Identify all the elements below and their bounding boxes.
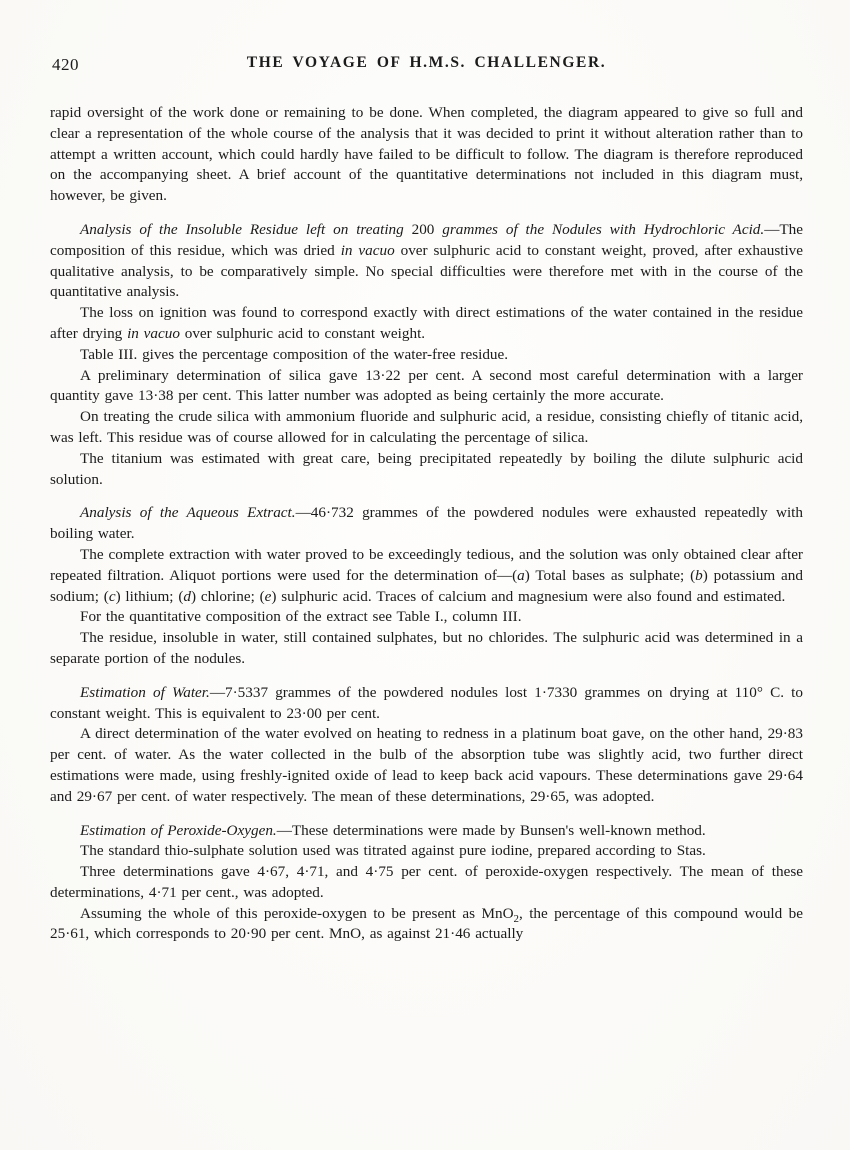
paragraph bbox=[50, 724, 803, 807]
body-text: Assuming the whole of this peroxide-oxygen to be present as MnO bbox=[80, 904, 514, 922]
italic-text: in vacuo bbox=[127, 324, 180, 342]
body-text: Table III. gives the percentage composition of the water-free residue. bbox=[80, 345, 509, 363]
section-paragraph bbox=[50, 821, 803, 842]
body-text: The standard thio-sulphate solution used was titrated against pure iodine, prepared according to Stas. bbox=[80, 842, 706, 860]
section-paragraph bbox=[50, 220, 803, 303]
body-text: —7·5337 grammes of the powdered nodules lost 1·7330 grammes on drying at 110° C. to constant weight. This is equivalent to 23·00 per cent. bbox=[50, 683, 803, 722]
running-title: THE VOYAGE OF H.M.S. CHALLENGER. bbox=[246, 54, 607, 71]
paragraph bbox=[50, 607, 803, 628]
italic-text: in vacuo bbox=[340, 241, 395, 259]
paragraph bbox=[50, 303, 803, 345]
body-text: A preliminary determination of silica gave 13·22 per cent. A second most careful determination with a larger quantity gave 13·38 per cent. This latter number was adopted as being certainly the more accurate. bbox=[50, 366, 803, 405]
body-text: ) Total bases as sulphate; ( bbox=[524, 566, 696, 584]
italic-text: d bbox=[183, 587, 191, 605]
paragraph bbox=[50, 841, 803, 862]
italic-text: Estimation of Peroxide-Oxygen. bbox=[80, 821, 277, 839]
italic-text: Analysis of the Aqueous Extract. bbox=[80, 504, 296, 522]
body-text: A direct determination of the water evolved on heating to redness in a platinum boat gave, on the other hand, 29·83 per cent. of water. As the water collected in the bulb of the absorption tube was slightly acid, two further direct estimations were made, using freshly-ignited oxide of lead to keep back acid vapours. These determinations gave 29·64 and 29·67 per cent. of water respectively. The mean of these determinations, 29·65, was adopted. bbox=[50, 725, 803, 805]
body-text: ) potassium and sodium; ( bbox=[50, 566, 803, 605]
body-text: over sulphuric acid to constant weight, proved, after exhaustive qualitative analysis, to be comparatively simple. No special difficulties were therefore met with in the course of the quantitative analysis. bbox=[50, 241, 804, 301]
body-text: ) chlorine; ( bbox=[190, 587, 265, 605]
body-text: ) lithium; ( bbox=[115, 587, 184, 605]
body-text: —These determinations were made by Bunsen's well-known method. bbox=[276, 821, 706, 839]
paragraph bbox=[50, 407, 803, 449]
section-paragraph bbox=[50, 503, 803, 545]
body-text: For the quantitative composition of the extract see Table I., column III. bbox=[80, 608, 522, 626]
body-text: The loss on ignition was found to correspond exactly with direct estimations of the water contained in the residue after drying bbox=[50, 304, 803, 342]
body-text: The residue, insoluble in water, still contained sulphates, but no chlorides. The sulphuric acid was determined in a separate portion of the nodules. bbox=[50, 629, 803, 667]
page-header bbox=[50, 54, 803, 76]
body-text: The complete extraction with water proved to be exceedingly tedious, and the solution was only obtained clear after repeated filtration. Aliquot portions were used for the determination of—( bbox=[50, 545, 803, 584]
paragraph bbox=[50, 545, 803, 607]
italic-text: Estimation of Water. bbox=[80, 683, 210, 701]
page-number: 420 bbox=[52, 55, 79, 74]
body-text: over sulphuric acid to constant weight. bbox=[179, 324, 426, 342]
paragraph bbox=[50, 366, 803, 408]
page-body bbox=[50, 103, 803, 945]
paragraph bbox=[50, 449, 803, 491]
body-text: Three determinations gave 4·67, 4·71, and 4·75 per cent. of peroxide-oxygen respectively. The mean of these determinations, 4·71 per cent., was adopted. bbox=[50, 863, 803, 901]
paragraph bbox=[50, 904, 803, 946]
paragraph bbox=[50, 628, 803, 670]
italic-text: grammes of the Nodules with Hydrochloric Acid. bbox=[442, 220, 765, 238]
italic-text: e bbox=[264, 587, 272, 605]
italic-text: a bbox=[517, 566, 525, 584]
italic-text: b bbox=[695, 566, 703, 584]
body-text: rapid oversight of the work done or remaining to be done. When completed, the diagram appeared to give so full and clear a representation of the whole course of the analysis that it was decided to print it without alteration rather than to attempt a written account, which could hardly have failed to be difficult to follow. The diagram is therefore reproduced on the accompanying sheet. A brief account of the quantitative determinations not included in this diagram must, however, be given. bbox=[50, 104, 803, 205]
body-text: On treating the crude silica with ammonium fluoride and sulphuric acid, a residue, consisting chiefly of titanic acid, was left. This residue was of course allowed for in calculating the percentage of silica. bbox=[50, 408, 803, 446]
subscript-text: 2 bbox=[513, 912, 520, 925]
body-text: ) sulphuric acid. Traces of calcium and magnesium were also found and estimated. bbox=[271, 587, 786, 605]
italic-text: Analysis of the Insoluble Residue left on treating bbox=[80, 220, 404, 238]
paragraph bbox=[50, 862, 803, 904]
body-text: —The composition of this residue, which was dried bbox=[50, 220, 804, 259]
italic-text: c bbox=[108, 587, 116, 605]
body-text: , the percentage of this compound would be 25·61, which corresponds to 20·90 per cent. MnO, as against 21·46 actually bbox=[50, 904, 803, 943]
body-text: 200 bbox=[403, 220, 443, 238]
body-text: The titanium was estimated with great care, being precipitated repeatedly by boiling the dilute sulphuric acid solution. bbox=[50, 449, 803, 488]
paragraph bbox=[50, 103, 803, 207]
section-paragraph bbox=[50, 683, 803, 725]
paragraph bbox=[50, 345, 803, 366]
body-text: —46·732 grammes of the powdered nodules were exhausted repeatedly with boiling water. bbox=[50, 504, 803, 543]
